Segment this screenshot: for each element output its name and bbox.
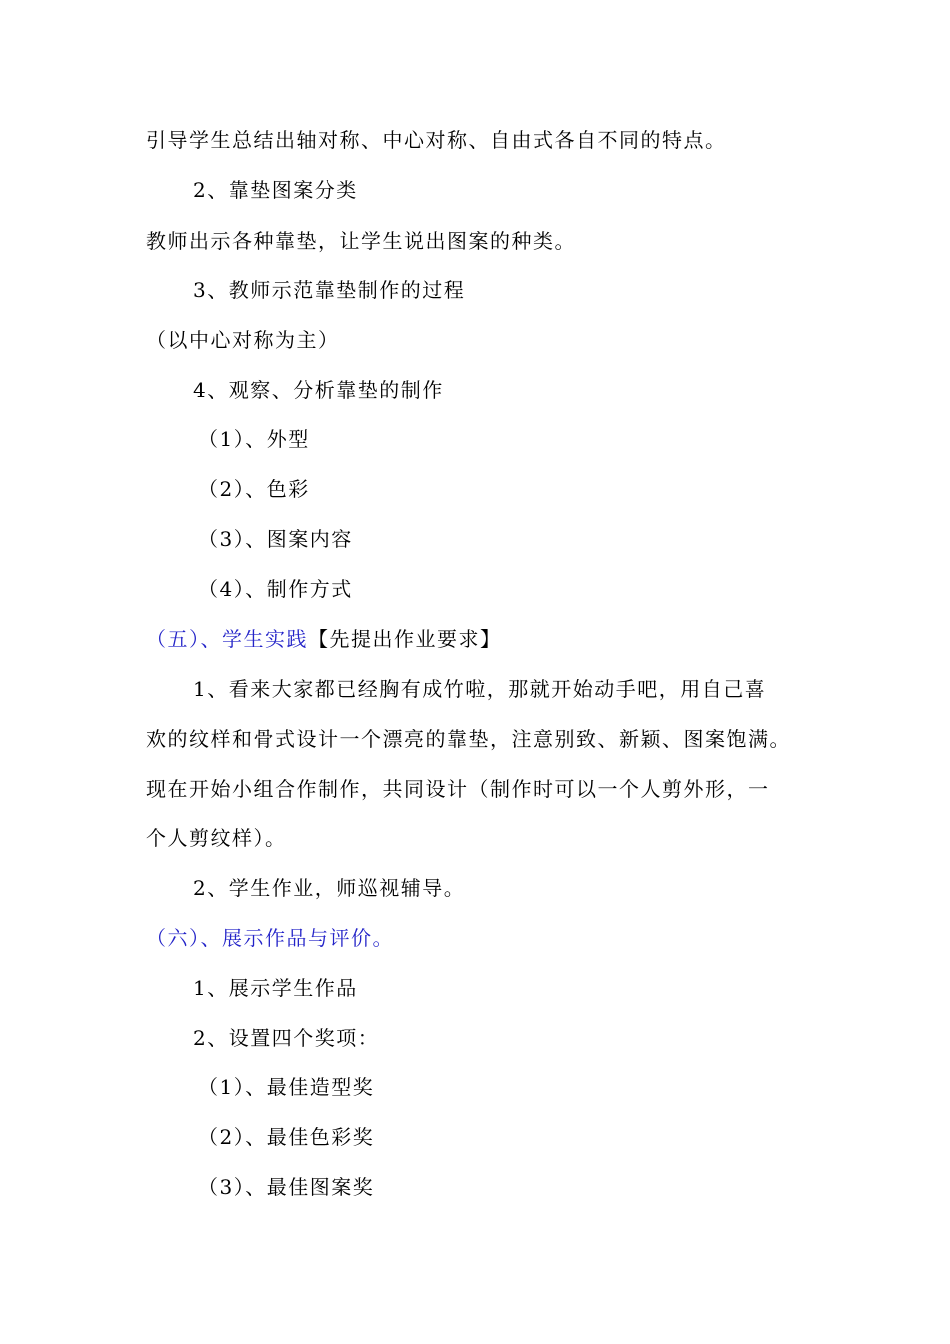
section-heading-practice xyxy=(146,626,502,652)
paragraph-practice-line-2: 欢的纹样和骨式设计一个漂亮的靠垫，注意别致、新颖、图案饱满。 xyxy=(146,727,791,751)
subitem-production-method: （4）、制作方式 xyxy=(198,577,353,601)
paragraph-summary: 引导学生总结出轴对称、中心对称、自由式各自不同的特点。 xyxy=(146,128,727,152)
item-teacher-demo: 3、教师示范靠垫制作的过程 xyxy=(193,278,466,302)
section-note-requirements: 【先提出作业要求】 xyxy=(308,627,502,651)
section-title-practice: （五）、学生实践 xyxy=(146,627,308,651)
item-four-awards: 2、设置四个奖项： xyxy=(193,1026,380,1050)
subitem-pattern-content: （3）、图案内容 xyxy=(198,527,353,551)
award-best-color: （2）、最佳色彩奖 xyxy=(198,1125,375,1149)
award-best-shape: （1）、最佳造型奖 xyxy=(198,1075,375,1099)
item-student-work: 2、学生作业，师巡视辅导。 xyxy=(193,876,466,900)
section-heading-exhibition: （六）、展示作品与评价。 xyxy=(146,926,394,950)
subitem-color: （2）、色彩 xyxy=(198,477,310,501)
subitem-shape: （1）、外型 xyxy=(198,427,310,451)
item-show-works: 1、展示学生作品 xyxy=(193,976,358,1000)
paragraph-practice-line-3: 现在开始小组合作制作，共同设计（制作时可以一个人剪外形，一 xyxy=(146,777,770,801)
item-observe-analyze: 4、观察、分析靠垫的制作 xyxy=(193,378,444,402)
note-center-symmetry: （以中心对称为主） xyxy=(146,328,340,352)
item-cushion-classification: 2、靠垫图案分类 xyxy=(193,178,358,202)
paragraph-practice-line-1: 1、看来大家都已经胸有成竹啦，那就开始动手吧，用自己喜 xyxy=(193,677,767,701)
paragraph-practice-line-4: 个人剪纹样）。 xyxy=(146,826,287,850)
paragraph-teacher-shows: 教师出示各种靠垫，让学生说出图案的种类。 xyxy=(146,229,576,253)
award-best-pattern: （3）、最佳图案奖 xyxy=(198,1175,375,1199)
